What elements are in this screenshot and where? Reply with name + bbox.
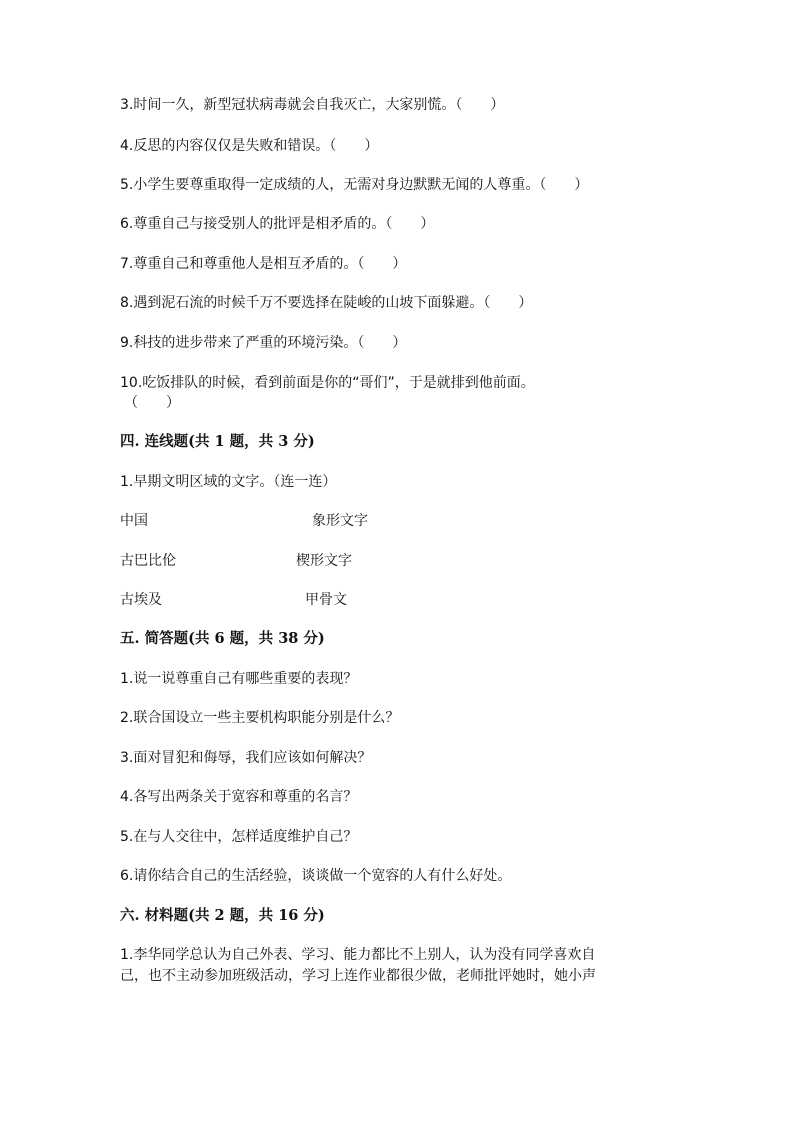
short-answer-1: 1.说一说尊重自己有哪些重要的表现？	[120, 671, 358, 687]
judgment-item-10: 10.吃饭排队的时候，看到前面是你的“哥们”，于是就排到他前面。	[120, 375, 535, 391]
judgment-item-8: 8.遇到泥石流的时候千万不要选择在陡峻的山坡下面躲避。（ ）	[120, 295, 533, 311]
short-answer-5: 5.在与人交往中，怎样适度维护自己？	[120, 829, 358, 845]
judgment-item-4: 4.反思的内容仅仅是失败和错误。（ ）	[120, 138, 379, 154]
matching-left-2: 古巴比伦	[120, 553, 176, 569]
section-5-heading: 五. 简答题(共 6 题，共 38 分)	[120, 630, 325, 647]
short-answer-3: 3.面对冒犯和侮辱，我们应该如何解决？	[120, 750, 372, 766]
short-answer-4: 4.各写出两条关于宽容和尊重的名言？	[120, 789, 358, 805]
matching-right-2: 楔形文字	[296, 553, 352, 569]
judgment-item-3: 3.时间一久，新型冠状病毒就会自我灭亡，大家别慌。（ ）	[120, 97, 505, 113]
matching-right-3: 甲骨文	[305, 592, 347, 608]
short-answer-2: 2.联合国设立一些主要机构职能分别是什么？	[120, 710, 400, 726]
matching-question: 1.早期文明区域的文字。（连一连）	[120, 474, 337, 490]
judgment-item-9: 9.科技的进步带来了严重的环境污染。（ ）	[120, 335, 407, 351]
material-item-1-line-1: 1.李华同学总认为自己外表、学习、能力都比不上别人，认为没有同学喜欢自	[120, 947, 596, 963]
matching-left-1: 中国	[120, 513, 148, 529]
judgment-item-5: 5.小学生要尊重取得一定成绩的人，无需对身边默默无闻的人尊重。（ ）	[120, 177, 589, 193]
matching-left-3: 古埃及	[120, 592, 162, 608]
judgment-item-6: 6.尊重自己与接受别人的批评是相矛盾的。（ ）	[120, 216, 435, 232]
judgment-item-7: 7.尊重自己和尊重他人是相互矛盾的。（ ）	[120, 256, 407, 272]
judgment-item-10-blank: （ ）	[124, 395, 180, 411]
section-4-heading: 四. 连线题(共 1 题，共 3 分)	[120, 433, 315, 450]
short-answer-6: 6.请你结合自己的生活经验，谈谈做一个宽容的人有什么好处。	[120, 868, 512, 884]
material-item-1-line-2: 己，也不主动参加班级活动，学习上连作业都很少做，老师批评她时，她小声	[120, 968, 596, 984]
matching-right-1: 象形文字	[312, 513, 368, 529]
section-6-heading: 六. 材料题(共 2 题，共 16 分)	[120, 907, 325, 924]
